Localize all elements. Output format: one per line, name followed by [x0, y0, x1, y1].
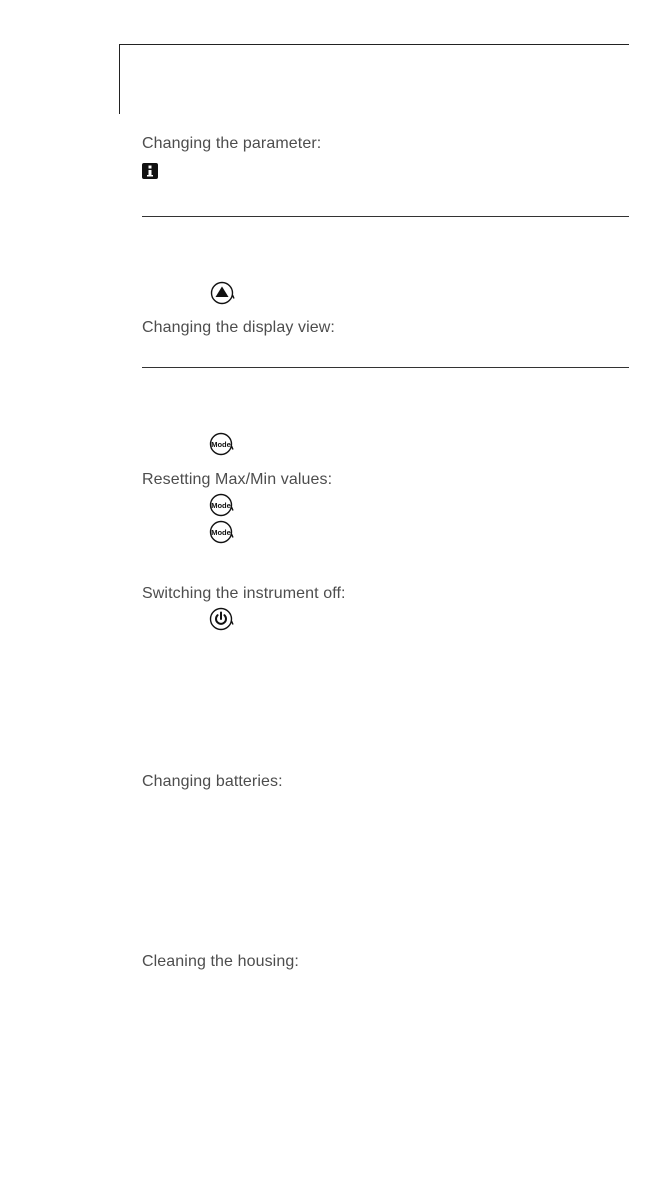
page-frame-top-line [119, 44, 629, 45]
mode-button-icon [208, 432, 236, 456]
heading-changing-parameter: Changing the parameter: [142, 135, 322, 152]
mode-button-icon [208, 493, 236, 517]
mode-button-label: Mode [211, 528, 231, 537]
page-frame-left-line [119, 44, 120, 114]
info-icon [142, 163, 158, 179]
heading-resetting-max-min: Resetting Max/Min values: [142, 471, 333, 488]
section-divider [142, 216, 629, 217]
heading-changing-display-view: Changing the display view: [142, 319, 335, 336]
mode-button-label: Mode [211, 440, 231, 449]
up-arrow-button-icon [210, 281, 236, 305]
power-button-icon [208, 607, 236, 631]
heading-cleaning-housing: Cleaning the housing: [142, 953, 299, 970]
heading-changing-batteries: Changing batteries: [142, 773, 283, 790]
section-divider [142, 367, 629, 368]
heading-switching-off: Switching the instrument off: [142, 585, 346, 602]
mode-button-label: Mode [211, 501, 231, 510]
mode-button-icon [208, 520, 236, 544]
